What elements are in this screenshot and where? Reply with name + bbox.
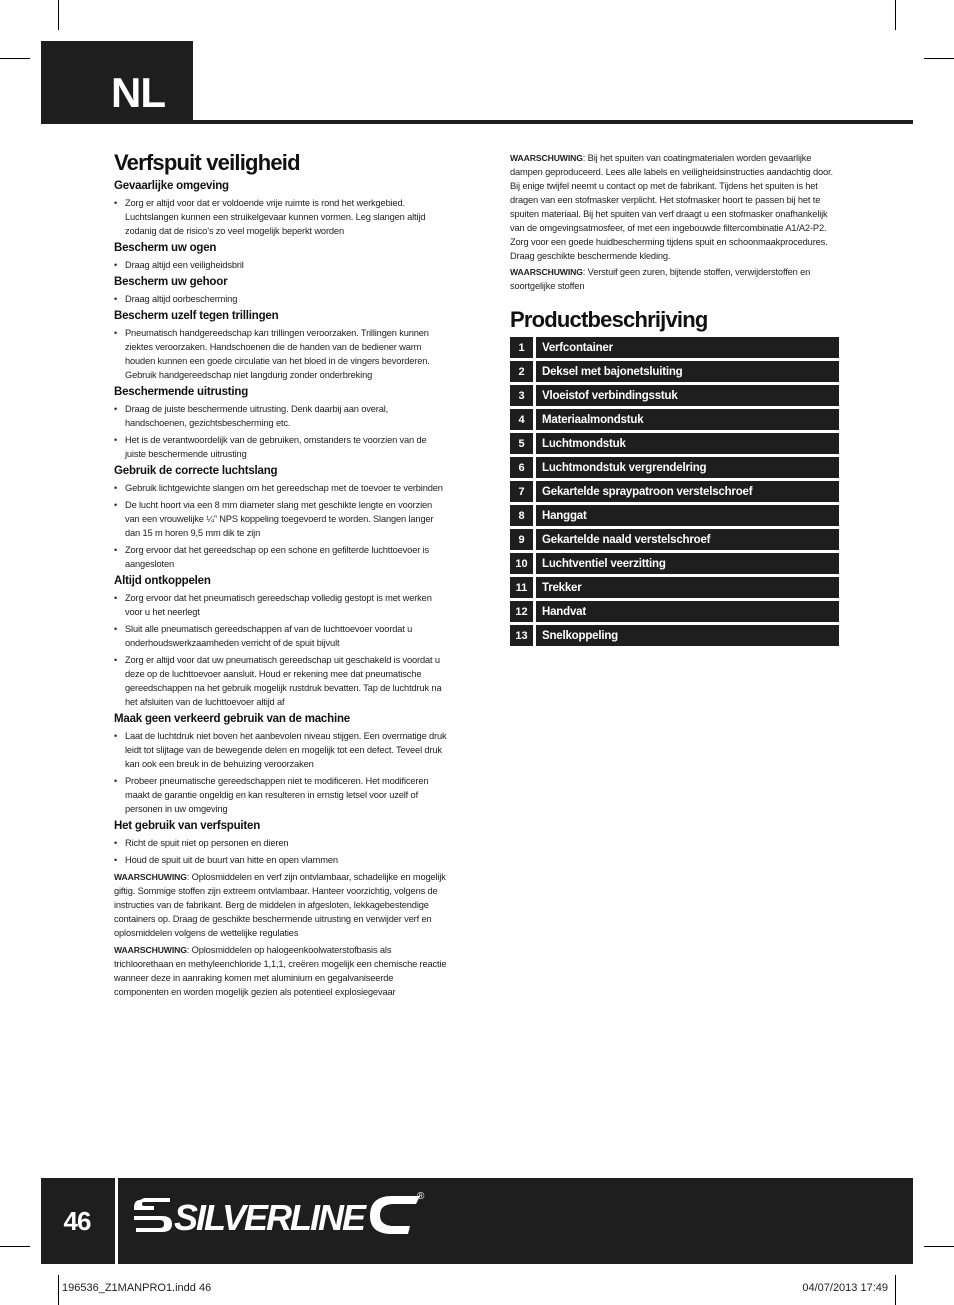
crop-mark	[58, 0, 59, 30]
part-number: 10	[510, 553, 533, 574]
registered-mark: ®	[417, 1191, 425, 1202]
section-heading: Het gebruik van verfspuiten	[114, 820, 261, 832]
section-heading: Gebruik de correcte luchtslang	[114, 465, 278, 477]
part-label: Luchtventiel veerzitting	[536, 553, 839, 574]
part-row	[510, 577, 839, 598]
part-label: Hanggat	[536, 505, 839, 526]
section-heading: Beschermende uitrusting	[114, 386, 249, 398]
date-info: 04/07/2013 17:49	[802, 1282, 888, 1294]
section-heading: Altijd ontkoppelen	[114, 575, 211, 587]
safety-sections	[114, 179, 447, 867]
part-number: 8	[510, 505, 533, 526]
warning-label: WAARSCHUWING	[510, 267, 583, 277]
bullet-list	[114, 196, 447, 238]
bullet-item: • Zorg er altijd voor dat er voldoende vrije ruimte is rond het werkgebied. Luchtslangen kunnen een struikelgevaar kunnen vormen. Leg slangen altijd zodanig dat de risico’s zo veel mogelijk beperkt worden	[114, 196, 447, 238]
part-label: Gekartelde naald verstelschroef	[536, 529, 839, 550]
page-number: 46	[63, 1205, 91, 1236]
part-label: Deksel met bajonetsluiting	[536, 361, 839, 382]
bullet-item: • Laat de luchtdruk niet boven het aanbevolen niveau stijgen. Een overmatige druk leidt tot slijtage van de bewegende delen en mogelijk tot een defect. Teveel druk kan ook een breuk in de behuizing veroorzaken	[114, 729, 447, 771]
part-label: Verfcontainer	[536, 337, 839, 358]
bullet-item: • Zorg ervoor dat het pneumatisch gereedschap volledig gestopt is met werken voor u het neerlegt	[114, 591, 447, 619]
part-row	[510, 385, 839, 406]
bullet-item: • Zorg ervoor dat het gereedschap op een schone en gefilterde luchttoevoer is aangesloten	[114, 543, 447, 571]
part-label: Snelkoppeling	[536, 625, 839, 646]
header-rule	[41, 120, 913, 124]
part-label: Trekker	[536, 577, 839, 598]
part-label: Vloeistof verbindingsstuk	[536, 385, 839, 406]
part-row	[510, 481, 839, 502]
parts-list	[510, 337, 839, 646]
bullet-list	[114, 292, 447, 306]
part-row	[510, 457, 839, 478]
bullet-item: • De lucht hoort via een 8 mm diameter slang met geschikte lengte en voorzien van een vrouwelijke ¼” NPS koppeling toegevoerd te worden. Slangen langer dan 15 m horen 9,5 mm dik te zijn	[114, 498, 447, 540]
safety-warnings	[114, 870, 447, 999]
part-label: Luchtmondstuk	[536, 433, 839, 454]
bullet-list	[114, 326, 447, 382]
part-number: 6	[510, 457, 533, 478]
part-number: 12	[510, 601, 533, 622]
warning-text: : Bij het spuiten van coatingmaterialen worden gevaarlijke dampen geproduceerd. Lees alle labels en veiligheidsinstructies aandachtig door. Bij enige twijfel neemt u contact op met de fabrikant. Tijdens het spuiten is het dragen van een stofmasker verplicht. Het stofmasker hoort te passen bij het te spuiten materiaal. Bij het spuiten van verf draagt u een stofmasker onafhankelijk van de omgevingsatmosfeer, of met een ingebouwde filtercombinatie A1/A2-P2. Zorg voor een goede huidbescherming tijdens spuit en schoonmaakprocedures. Draag geschikte beschermende kleding.	[510, 153, 833, 261]
safety-title: Verfspuit veiligheid	[114, 150, 300, 175]
part-number: 1	[510, 337, 533, 358]
product-column	[510, 151, 840, 649]
section-heading: Bescherm uw gehoor	[114, 276, 228, 288]
warning-label: WAARSCHUWING	[114, 945, 187, 955]
bullet-item: • Pneumatisch handgereedschap kan trillingen veroorzaken. Trillingen kunnen ziektes veroorzaken. Handschoenen die de handen van de bediener warm houden kunnen een goede circulatie van het bloed in de vingers bevorderen. Gebruik handgereedschap niet langdurig zonder onderbreking	[114, 326, 447, 382]
warning-text: : Oplosmiddelen op halogeenkoolwaterstofbasis als trichloorethaan en methyleenchloride 1,1,1, creëren mogelijk een chemische reactie wanneer deze in aanraking komen met aluminium en gegalvaniseerde componenten en worden mogelijk gezien als potentieel explosiegevaar	[114, 945, 447, 997]
bullet-list	[114, 481, 447, 571]
crop-mark	[895, 0, 896, 30]
safety-column	[114, 150, 447, 1002]
crop-mark	[924, 1246, 954, 1247]
part-row	[510, 529, 839, 550]
warning-paragraph	[114, 943, 447, 999]
bullet-item: • Gebruik lichtgewichte slangen om het gereedschap met de toevoer te verbinden	[114, 481, 447, 495]
bullet-list	[114, 402, 447, 461]
part-label: Gekartelde spraypatroon verstelschroef	[536, 481, 839, 502]
part-label: Materiaalmondstuk	[536, 409, 839, 430]
bullet-list	[114, 591, 447, 709]
bullet-item: • Draag altijd oorbescherming	[114, 292, 447, 306]
part-row	[510, 553, 839, 574]
crop-mark	[895, 1275, 896, 1305]
warning-label: WAARSCHUWING	[114, 872, 187, 882]
silverline-logo	[130, 1186, 430, 1242]
bullet-list	[114, 258, 447, 272]
bullet-list	[114, 729, 447, 816]
logo-wordmark: SILVERLINE	[174, 1197, 365, 1238]
part-row	[510, 409, 839, 430]
crop-mark	[924, 58, 954, 59]
part-number: 4	[510, 409, 533, 430]
warning-label: WAARSCHUWING	[510, 153, 583, 163]
bullet-item: • Probeer pneumatische gereedschappen niet te modificeren. Het modificeren maakt de garantie ongeldig en kan resulteren in ernstig letsel voor uzelf of personen in uw omgeving	[114, 774, 447, 816]
part-label: Luchtmondstuk vergrendelring	[536, 457, 839, 478]
footer-divider	[115, 1178, 118, 1264]
part-number: 11	[510, 577, 533, 598]
section-heading: Gevaarlijke omgeving	[114, 180, 229, 192]
crop-mark	[0, 58, 30, 59]
crop-mark	[58, 1275, 59, 1305]
product-title: Productbeschrijving	[510, 307, 708, 332]
file-info: 196536_Z1MANPRO1.indd 46	[62, 1282, 212, 1294]
section-heading: Bescherm uzelf tegen trillingen	[114, 310, 279, 322]
bullet-item: • Zorg er altijd voor dat uw pneumatisch gereedschap uit geschakeld is voordat u deze op de luchttoevoer aansluit. Houd er rekening mee dat pneumatische gereedschappen na het gebruik mogelijk rustdruk bevatten. Tap de luchtdruk na het afsluiten van de luchttoevoer altijd af	[114, 653, 447, 709]
part-number: 7	[510, 481, 533, 502]
bullet-item: • Sluit alle pneumatisch gereedschappen af van de luchttoevoer voordat u onderhoudswerkzaamheden verricht of de spuit bijvult	[114, 622, 447, 650]
warning-text: : Verstuif geen zuren, bijtende stoffen, verwijderstoffen en soortgelijke stoffen	[510, 267, 811, 291]
part-row	[510, 601, 839, 622]
part-row	[510, 337, 839, 358]
bullet-item: • Draag altijd een veiligheidsbril	[114, 258, 447, 272]
part-number: 3	[510, 385, 533, 406]
bullet-item: • Draag de juiste beschermende uitrusting. Denk daarbij aan overal, handschoenen, gezichtsbescherming etc.	[114, 402, 447, 430]
warning-paragraph	[510, 265, 840, 293]
spray-warnings	[510, 151, 840, 293]
part-label: Handvat	[536, 601, 839, 622]
part-row	[510, 505, 839, 526]
part-row	[510, 625, 839, 646]
bullet-item: • Het is de verantwoordelijk van de gebruiken, omstanders te voorzien van de juiste beschermende uitrusting	[114, 433, 447, 461]
bullet-list	[114, 836, 447, 867]
part-row	[510, 361, 839, 382]
bullet-item: • Houd de spuit uit de buurt van hitte en open vlammen	[114, 853, 447, 867]
warning-paragraph	[114, 870, 447, 940]
crop-mark	[0, 1246, 30, 1247]
warning-text: : Oplosmiddelen en verf zijn ontvlambaar, schadelijke en mogelijk giftig. Sommige stoffen zijn extreem ontvlambaar. Hanteer voorzichtig, volgens de instructies van de fabrikant. Berg de middelen in afgesloten, lekkagebestendige containers op. Draag de geschikte beschermende uitrusting en verwijder verf en oplosmiddelen volgens de wettelijke regulaties	[114, 872, 446, 938]
bullet-item: • Richt de spuit niet op personen en dieren	[114, 836, 447, 850]
part-row	[510, 433, 839, 454]
part-number: 9	[510, 529, 533, 550]
section-heading: Bescherm uw ogen	[114, 242, 217, 254]
part-number: 5	[510, 433, 533, 454]
section-heading: Maak geen verkeerd gebruik van de machine	[114, 713, 350, 725]
language-tab: NL	[41, 41, 193, 123]
part-number: 2	[510, 361, 533, 382]
warning-paragraph	[510, 151, 840, 263]
part-number: 13	[510, 625, 533, 646]
